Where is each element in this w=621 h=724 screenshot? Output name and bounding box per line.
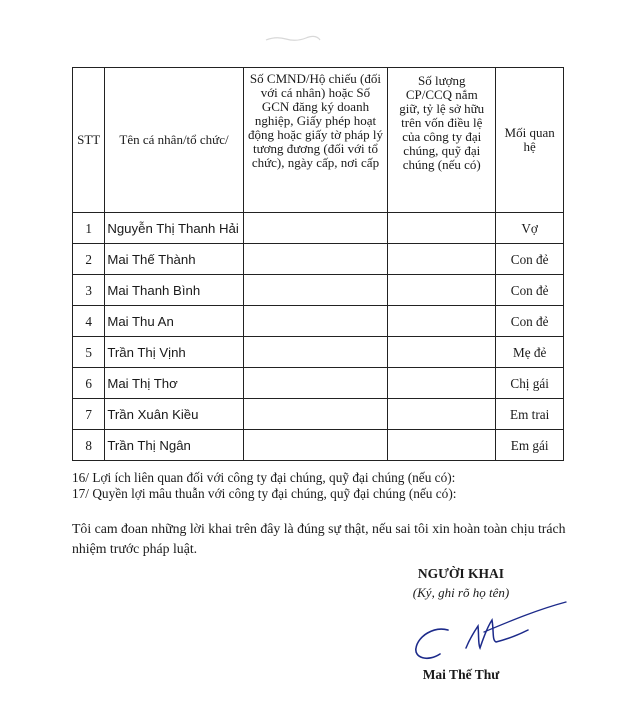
signer-title: NGƯỜI KHAI [417,566,505,581]
signer-name: Mai Thế Thư [422,667,500,682]
row-stt: 1 [73,213,105,244]
row-id-document [243,337,387,368]
row-name: Mai Thị Thơ [105,368,243,399]
table-row [73,306,564,337]
row-shares [388,244,496,275]
row-id-document [243,368,387,399]
row-relation: Con đẻ [496,244,564,275]
row-shares [388,430,496,461]
row-shares [388,368,496,399]
row-name: Mai Thu An [105,306,243,337]
row-relation: Em gái [496,430,564,461]
row-name: Trần Thị Vịnh [105,337,243,368]
row-stt: 6 [73,368,105,399]
row-stt: 8 [73,430,105,461]
row-shares [388,306,496,337]
row-name: Trần Thị Ngân [105,430,243,461]
table-row [73,399,564,430]
note-item-16: 16/ Lợi ích liên quan đối với công ty đại chúng, quỹ đại chúng (nếu có): [72,470,456,485]
table-row [73,213,564,244]
notes-section [72,470,572,502]
row-id-document [243,306,387,337]
table-row [73,244,564,275]
commitment-text: Tôi cam đoan những lời khai trên đây là đúng sự thật, nếu sai tôi xin hoàn toàn chịu trách nhiệm trước pháp luật. [72,521,566,556]
row-relation: Vợ [496,213,564,244]
related-persons-table [72,67,564,461]
row-id-document [243,244,387,275]
table-row [73,430,564,461]
row-id-document [243,275,387,306]
row-shares [388,213,496,244]
handwritten-signature [404,596,574,668]
row-stt: 7 [73,399,105,430]
header-relation: Mối quan hệ [496,68,564,213]
table-row [73,337,564,368]
row-stt: 4 [73,306,105,337]
table-row [73,368,564,399]
row-stt: 2 [73,244,105,275]
row-name: Trần Xuân Kiều [105,399,243,430]
row-relation: Con đẻ [496,306,564,337]
table-row [73,275,564,306]
row-name: Mai Thế Thành [105,244,243,275]
row-shares [388,337,496,368]
row-relation: Em trai [496,399,564,430]
row-relation: Con đẻ [496,275,564,306]
header-id-document: Số CMND/Hộ chiếu (đối với cá nhân) hoặc Số GCN đăng ký doanh nghiệp, Giấy phép hoạt động hoặc giấy tờ pháp lý tương đương (đối với tổ chức), ngày cấp, nơi cấp [243,68,387,213]
header-name: Tên cá nhân/tổ chức/ [105,68,243,213]
row-relation: Mẹ đẻ [496,337,564,368]
row-id-document [243,430,387,461]
row-stt: 5 [73,337,105,368]
note-item-17: 17/ Quyền lợi mâu thuẫn với công ty đại chúng, quỹ đại chúng (nếu có): [72,486,457,501]
row-name: Mai Thanh Bình [105,275,243,306]
table-header-row [73,68,564,213]
row-name: Nguyễn Thị Thanh Hải [105,213,243,244]
header-shares: Số lượng CP/CCQ nắm giữ, tỷ lệ sở hữu trên vốn điều lệ của công ty đại chúng, quỹ đại chúng (nếu có) [388,68,496,213]
row-id-document [243,399,387,430]
scan-smudge [262,30,322,48]
row-id-document [243,213,387,244]
row-stt: 3 [73,275,105,306]
row-shares [388,275,496,306]
header-stt: STT [73,68,105,213]
signature-instruction: (Ký, ghi rõ họ tên) [412,585,510,600]
row-shares [388,399,496,430]
row-relation: Chị gái [496,368,564,399]
